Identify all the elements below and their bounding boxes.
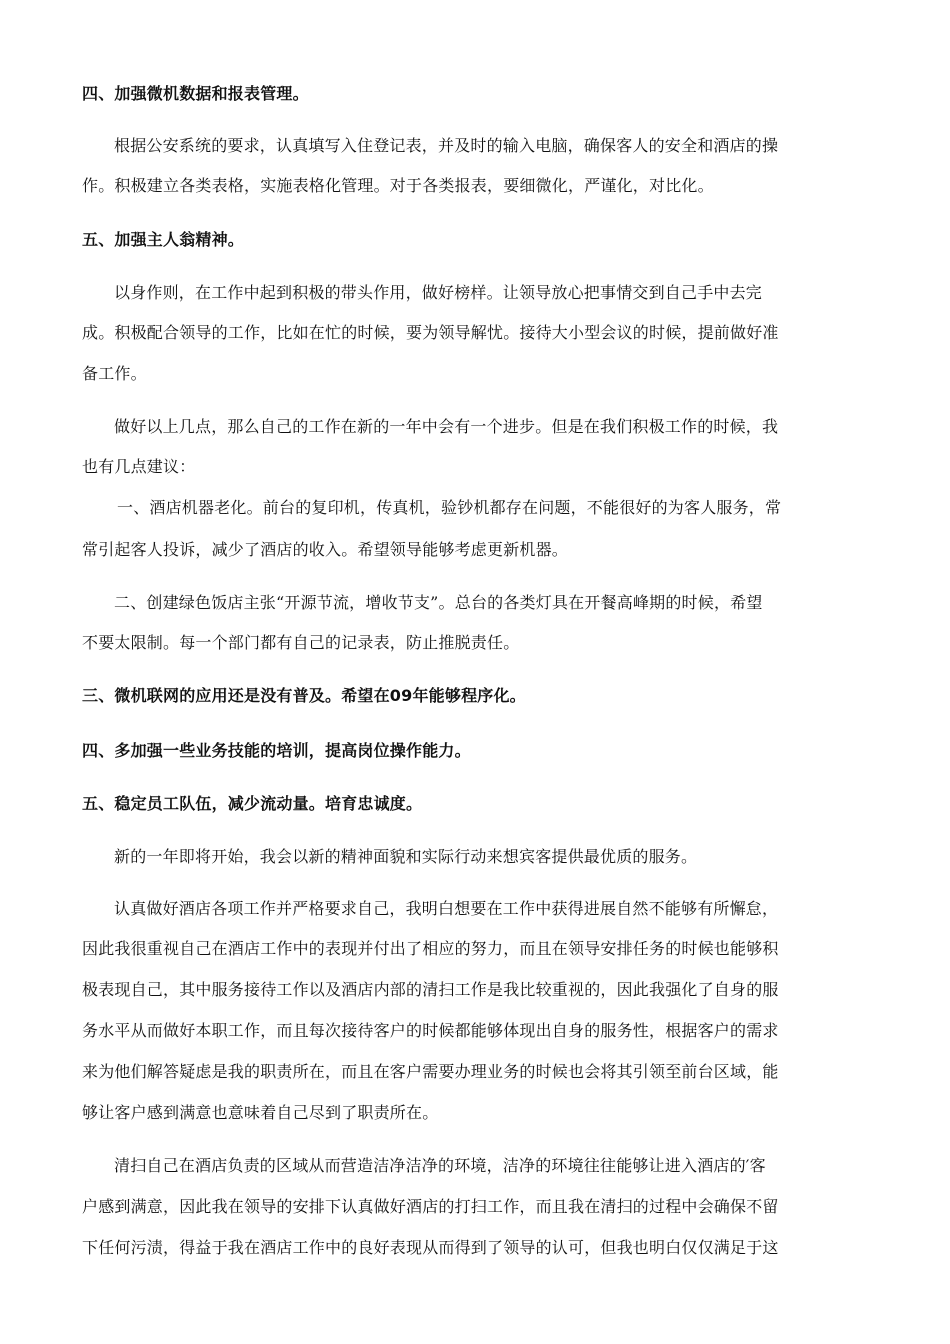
paragraph-line: 常引起客人投诉，减少了酒店的收入。希望领导能够考虑更新机器。 <box>82 540 569 559</box>
paragraph-line: 成。积极配合领导的工作，比如在忙的时候，要为领导解忧。接待大小型会议的时候，提前做好准 <box>82 323 779 342</box>
suggestion-line: 二、创建绿色饭店主张“开源节流，增收节支”。总台的各类灯具在开餐高峰期的时候，希望 <box>114 593 763 612</box>
paragraph-line: 作。积极建立各类表格，实施表格化管理。对于各类报表，要细微化，严谨化，对比化。 <box>82 176 714 195</box>
suggestion-heading: 五、稳定员工队伍，减少流动量。培育忠诚度。 <box>82 794 423 813</box>
paragraph-line: 根据公安系统的要求，认真填写入住登记表，并及时的输入电脑，确保客人的安全和酒店的操 <box>114 136 779 155</box>
paragraph-line: 户感到满意，因此我在领导的安排下认真做好酒店的打扫工作，而且我在清扫的过程中会确保不留 <box>82 1197 779 1216</box>
paragraph-line: 来为他们解答疑虑是我的职责所在，而且在客户需要办理业务的时候也会将其引领至前台区域，能 <box>82 1062 779 1081</box>
paragraph-line: 新的一年即将开始，我会以新的精神面貌和实际行动来想宾客提供最优质的服务。 <box>114 847 698 866</box>
paragraph-line: 不要太限制。每一个部门都有自己的记录表，防止推脱责任。 <box>82 633 520 652</box>
paragraph-line: 做好以上几点，那么自己的工作在新的一年中会有一个进步。但是在我们积极工作的时候，我 <box>114 417 779 436</box>
heading-report-management: 四、加强微机数据和报表管理。 <box>82 84 309 103</box>
paragraph-line: 清扫自己在酒店负责的区域从而营造洁净洁净的环境，洁净的环境往往能够让进入酒店的′客 <box>114 1156 766 1175</box>
paragraph-line: 备工作。 <box>82 364 147 383</box>
suggestion-heading: 四、多加强一些业务技能的培训，提高岗位操作能力。 <box>82 741 471 760</box>
paragraph-line: 下任何污渍，得益于我在酒店工作中的良好表现从而得到了领导的认可，但我也明白仅仅满足于这 <box>82 1238 779 1257</box>
suggestion-line: 一、酒店机器老化。前台的复印机，传真机，验钞机都存在问题，不能很好的为客人服务，常 <box>117 498 782 517</box>
paragraph-line: 极表现自己，其中服务接待工作以及酒店内部的清扫工作是我比较重视的，因此我强化了自身的服 <box>82 980 779 999</box>
heading-ownership-spirit: 五、加强主人翁精神。 <box>82 230 245 249</box>
paragraph-line: 够让客户感到满意也意味着自己尽到了职责所在。 <box>82 1103 439 1122</box>
paragraph-line: 因此我很重视自己在酒店工作中的表现并付出了相应的努力，而且在领导安排任务的时候也能够积 <box>82 939 779 958</box>
suggestion-heading: 三、微机联网的应用还是没有普及。希望在09年能够程序化。 <box>82 686 526 705</box>
paragraph-line: 务水平从而做好本职工作，而且每次接待客户的时候都能够体现出自身的服务性，根据客户的需求 <box>82 1021 779 1040</box>
paragraph-line: 以身作则，在工作中起到积极的带头作用，做好榜样。让领导放心把事情交到自己手中去完 <box>114 283 763 302</box>
paragraph-line: 认真做好酒店各项工作并严格要求自己，我明白想要在工作中获得进展自然不能够有所懈怠， <box>114 899 779 918</box>
paragraph-line: 也有几点建议： <box>82 457 196 476</box>
